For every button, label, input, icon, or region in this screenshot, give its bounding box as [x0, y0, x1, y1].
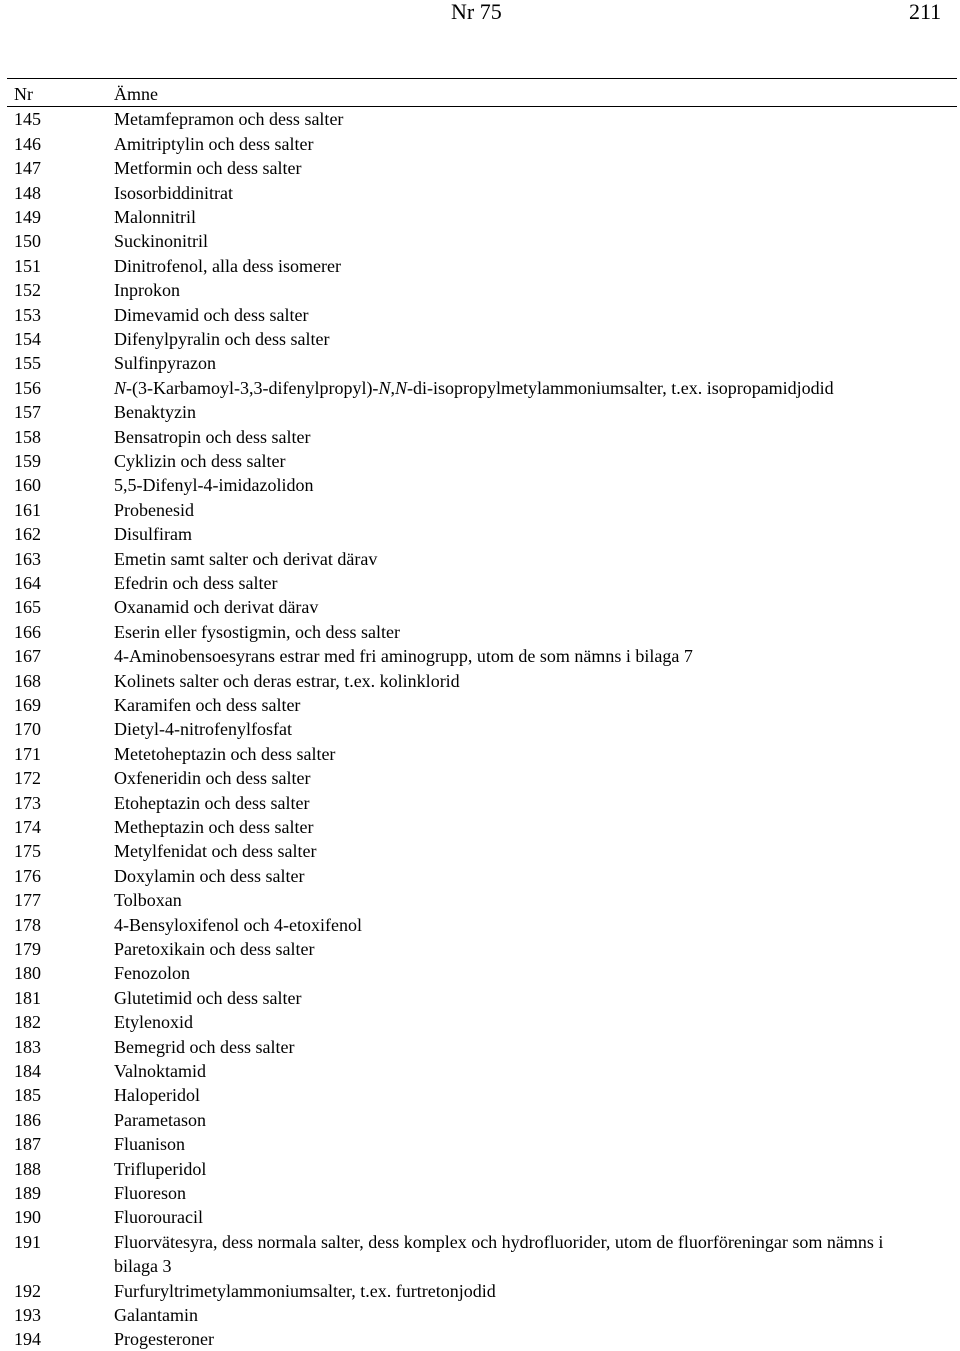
- row-number: 185: [14, 1085, 41, 1106]
- column-header-nr: Nr: [14, 84, 33, 104]
- row-number: 162: [14, 524, 41, 545]
- row-subject: Doxylamin och dess salter: [114, 865, 305, 886]
- row-subject: Fenozolon: [114, 963, 190, 984]
- row-subject: Metformin och dess salter: [114, 158, 302, 179]
- row-number: 168: [14, 670, 41, 691]
- row-subject: Cyklizin och dess salter: [114, 450, 286, 471]
- row-number: 171: [14, 743, 41, 764]
- row-number: 157: [14, 402, 41, 423]
- row-number: 177: [14, 890, 41, 911]
- row-number: 189: [14, 1182, 41, 1203]
- row-number: 166: [14, 621, 41, 642]
- row-number: 147: [14, 158, 41, 179]
- row-subject: Galantamin: [114, 1304, 198, 1325]
- row-subject: Amitriptylin och dess salter: [114, 133, 314, 154]
- row-subject: Efedrin och dess salter: [114, 572, 278, 593]
- row-number: 156: [14, 377, 41, 398]
- row-number: 146: [14, 133, 41, 154]
- row-subject: Inprokon: [114, 280, 180, 301]
- row-subject: Tolboxan: [114, 890, 182, 911]
- row-number: 175: [14, 841, 41, 862]
- row-subject: Disulfiram: [114, 524, 192, 545]
- row-subject: Bemegrid och dess salter: [114, 1036, 295, 1057]
- row-number: 184: [14, 1060, 41, 1081]
- row-number: 149: [14, 206, 41, 227]
- row-number: 151: [14, 255, 41, 276]
- row-subject: Progesteroner: [114, 1329, 214, 1350]
- row-subject: Suckinonitril: [114, 231, 208, 252]
- row-subject: Fluorouracil: [114, 1207, 203, 1228]
- row-subject: Trifluperidol: [114, 1158, 207, 1179]
- row-subject: Malonnitril: [114, 206, 196, 227]
- row-number: 176: [14, 865, 41, 886]
- row-number: 167: [14, 646, 41, 667]
- row-subject: Sulfinpyrazon: [114, 353, 216, 374]
- row-number: 163: [14, 548, 41, 569]
- row-subject: Dietyl-4-nitrofenylfosfat: [114, 719, 292, 740]
- row-subject: Karamifen och dess salter: [114, 694, 301, 715]
- row-number: 153: [14, 304, 41, 325]
- header-document-number: Nr 75: [451, 0, 502, 24]
- table-top-rule: [7, 78, 957, 79]
- row-subject: Furfuryltrimetylammoniumsalter, t.ex. furtretonjodid: [114, 1280, 496, 1301]
- row-number: 191: [14, 1231, 41, 1252]
- row-number: 180: [14, 963, 41, 984]
- row-subject: Fluoreson: [114, 1182, 186, 1203]
- row-number: 181: [14, 987, 41, 1008]
- row-subject: Eserin eller fysostigmin, och dess salter: [114, 621, 400, 642]
- row-subject: Glutetimid och dess salter: [114, 987, 302, 1008]
- row-number: 160: [14, 475, 41, 496]
- row-number: 188: [14, 1158, 41, 1179]
- row-number: 187: [14, 1134, 41, 1155]
- row-subject: N-(3-Karbamoyl-3,3-difenylpropyl)-N,N-di-isopropylmetylammoniumsalter, t.ex. isopropamidjodid: [114, 377, 834, 398]
- row-number: 172: [14, 768, 41, 789]
- row-subject: Etylenoxid: [114, 1012, 193, 1033]
- row-number: 154: [14, 328, 41, 349]
- row-number: 148: [14, 182, 41, 203]
- row-subject: 5,5-Difenyl-4-imidazolidon: [114, 475, 314, 496]
- row-number: 150: [14, 231, 41, 252]
- row-number: 182: [14, 1012, 41, 1033]
- row-number: 170: [14, 719, 41, 740]
- row-number: 169: [14, 694, 41, 715]
- row-number: 165: [14, 597, 41, 618]
- row-subject: Oxfeneridin och dess salter: [114, 768, 311, 789]
- row-number: 192: [14, 1280, 41, 1301]
- row-number: 158: [14, 426, 41, 447]
- row-subject: Etoheptazin och dess salter: [114, 792, 310, 813]
- row-subject: 4-Aminobensoesyrans estrar med fri aminogrupp, utom de som nämns i bilaga 7: [114, 646, 693, 667]
- row-number: 152: [14, 280, 41, 301]
- header-separator-rule: [7, 106, 957, 107]
- row-subject: Metamfepramon och dess salter: [114, 109, 344, 130]
- row-subject: Fluanison: [114, 1134, 186, 1155]
- row-subject: Isosorbiddinitrat: [114, 182, 233, 203]
- row-number: 190: [14, 1207, 41, 1228]
- row-number: 173: [14, 792, 41, 813]
- row-subject: Metylfenidat och dess salter: [114, 841, 317, 862]
- row-subject: Haloperidol: [114, 1085, 200, 1106]
- row-number: 164: [14, 572, 41, 593]
- row-number: 183: [14, 1036, 41, 1057]
- row-number: 161: [14, 499, 41, 520]
- row-subject: Valnoktamid: [114, 1060, 206, 1081]
- row-number: 159: [14, 450, 41, 471]
- row-subject: Kolinets salter och deras estrar, t.ex. kolinklorid: [114, 670, 460, 691]
- row-subject: Bensatropin och dess salter: [114, 426, 311, 447]
- row-subject: Parametason: [114, 1109, 206, 1130]
- row-number: 174: [14, 816, 41, 837]
- row-subject: 4-Bensyloxifenol och 4-etoxifenol: [114, 914, 362, 935]
- row-subject: Fluorvätesyra, dess normala salter, dess komplex och hydrofluorider, utom de fluorföreningar som nämns i bilaga 3: [114, 1231, 884, 1276]
- row-number: 178: [14, 914, 41, 935]
- row-subject: Metheptazin och dess salter: [114, 816, 314, 837]
- row-subject: Paretoxikain och dess salter: [114, 938, 315, 959]
- row-subject: Difenylpyralin och dess salter: [114, 328, 330, 349]
- header-page-number: 211: [909, 0, 942, 24]
- row-subject: Emetin samt salter och derivat därav: [114, 548, 378, 569]
- column-header-subject: Ämne: [114, 84, 158, 104]
- row-subject: Benaktyzin: [114, 402, 196, 423]
- row-subject: Oxanamid och derivat därav: [114, 597, 319, 618]
- row-subject: Probenesid: [114, 499, 194, 520]
- row-subject: Metetoheptazin och dess salter: [114, 743, 336, 764]
- row-number: 194: [14, 1329, 41, 1350]
- row-number: 186: [14, 1109, 41, 1130]
- row-number: 145: [14, 109, 41, 130]
- row-number: 193: [14, 1304, 41, 1325]
- row-subject: Dimevamid och dess salter: [114, 304, 309, 325]
- row-number: 179: [14, 938, 41, 959]
- row-number: 155: [14, 353, 41, 374]
- row-subject: Dinitrofenol, alla dess isomerer: [114, 255, 341, 276]
